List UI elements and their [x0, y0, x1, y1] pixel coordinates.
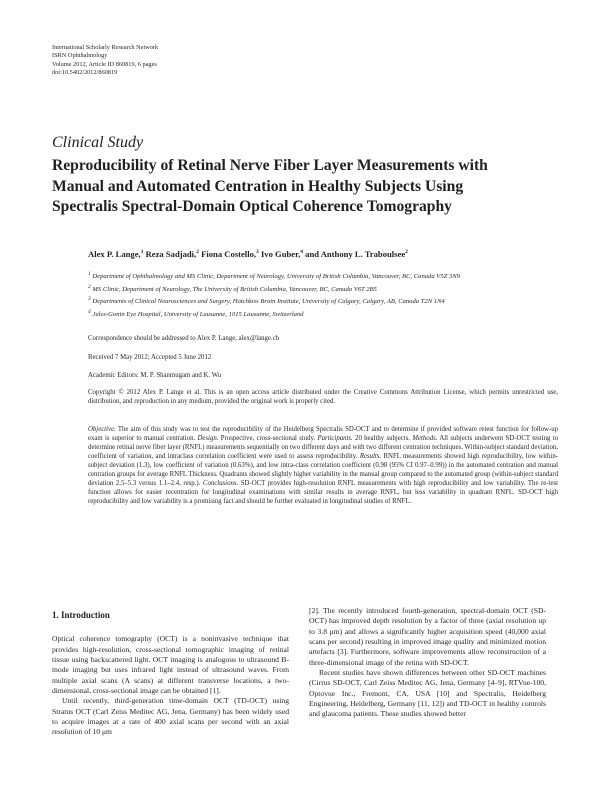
affiliation [88, 283, 558, 294]
author-list [88, 249, 408, 259]
affiliation-number: 2 [88, 283, 91, 290]
abstract-label-design: Design. [197, 435, 219, 443]
author-name: Ivo Guber, [260, 249, 301, 259]
abstract [88, 425, 558, 506]
affiliation-text: Departments of Clinical Neurosciences and Surgery, Hotchkiss Brain Institute, University of Calgary, Calgary, AB, Canada T2N 1N4 [92, 298, 445, 306]
affiliation-text: MS Clinic, Department of Neurology, The University of British Columbia, Vancouver, BC, Canada V6T 2B5 [92, 285, 377, 293]
copyright-notice: Copyright © 2012 Alex P. Lange et al. This is an open access article distributed under the Creative Commons Attribution License, which permits unrestricted use, distribution, and reproduction in any medium, provided the original work is properly cited. [88, 389, 558, 405]
abstract-label-objective: Objective. [88, 426, 116, 433]
title-line: Reproducibility of Retinal Nerve Fiber Layer Measurements with [52, 157, 488, 174]
body-paragraph: Until recently, third-generation time-domain OCT (TD-OCT) using Stratus OCT (Carl Zeiss Meditec AG, Jena, Germany) has been widely used to acquire images at a rate of 400 axial scans per second with an axial resolution of 10 μm [52, 696, 289, 737]
journal-network: International Scholarly Research Network [52, 44, 159, 51]
affiliation-text: Department of Ophthalmology and MS Clinic, Department of Neurology, University of British Columbia, Vancouver, BC, Canada V5Z 3N9 [92, 273, 460, 281]
author-name: Fiona Costello, [201, 249, 257, 259]
abstract-objective: The aim of this study was to test the reproducibility of the Heidelberg Spectralis SD-OCT and to determine if provided software retest function for follow-up exam is superior to manual centration. [88, 426, 558, 443]
article-type: Clinical Study [52, 134, 144, 151]
abstract-conclusions: SD-OCT provides high-resolution RNFL measurements with high reproducibility and low variability. The re-test function allows for easier recentration for longitudinal examinations with similar results in average RNFL, but less variability in quadrant RNFL. SD-OCT high reproducibility and low variability is a promising fact and should be further evaluated in longitudinal studies of RNFL. [88, 480, 558, 506]
body-column-left [52, 610, 289, 738]
abstract-methods: All subjects underwent SD-OCT testing to determine retinal nerve fiber layer (RNFL) measurements sequentially on two different days and with two different centration techniques. Within-subject standard deviation, coefficient of variation, and intraclass correlation coefficient were used to assess reproducibility. [88, 435, 558, 461]
body-paragraph: Optical coherence tomography (OCT) is a noninvasive technique that provides high-resolution, cross-sectional tomographic imaging of retinal tissue using backscattered light. OCT imaging is analogous to ultrasound B-mode imaging but uses infrared light instead of ultrasound waves. From multiple axial scans (A scans) at different transverse locations, a two-dimensional, cross-sectional image can be obtained [1]. [52, 634, 289, 696]
journal-header [52, 44, 158, 77]
body-column-right [309, 606, 546, 720]
correspondence-note: Correspondence should be addressed to Alex P. Lange, alex@lange.ch [88, 335, 280, 342]
abstract-results: RNFL measurements showed high reproducibility, low within-subject deviation (1.3), low coefficient of variation (0.63%), and low intra-class correlation coefficient (0.98 (95% CI 0.97–0.99)) in the automated centration and manual centration groups for average RNFL Thickness. Quadrants showed slightly higher variability in the manual group compared to the automated group (within-subject standard deviation 2.5–5.3 versus 1.1–2.4, resp.). [88, 453, 558, 488]
abstract-label-results: Results. [359, 453, 382, 461]
academic-editors: Academic Editors: M. P. Shanmugam and K. Wu [88, 372, 222, 379]
body-paragraph: [2]. The recently introduced fourth-generation, spectral-domain OCT (SD-OCT) has improved depth resolution by a factor of three (axial resolution up to 3.8 μm) and allows a significantly higher acquisition speed (40,000 axial scans per second) resulting in improved image quality and minimized motion artefacts [3]. Furthermore, software improvements allow reconstruction of a three-dimensional image of the retina with SD-OCT. [309, 606, 546, 667]
abstract-design: Prospective, cross-sectional study. [218, 435, 318, 443]
affiliation-text: Jules-Gonin Eye Hospital, University of Lausanne, 1015 Lausanne, Switzerland [92, 311, 304, 319]
author-name: Reza Sadjadi, [145, 249, 197, 259]
article-title [52, 156, 557, 218]
affiliation [88, 270, 558, 281]
author-affiliation-mark: 2 [405, 249, 408, 256]
affiliation-number: 3 [88, 296, 91, 303]
title-line: Manual and Automated Centration in Healthy Subjects Using [52, 177, 464, 195]
affiliation-number: 4 [88, 309, 91, 316]
author-affiliation-mark: 1 [140, 249, 144, 256]
affiliation [88, 295, 558, 306]
author-name: and Anthony L. Traboulsee [305, 249, 406, 259]
abstract-label-participants: Participants. [317, 435, 353, 443]
received-dates: Received 7 May 2012; Accepted 5 June 2012 [88, 354, 212, 361]
affiliation [88, 308, 558, 319]
affiliation-number: 1 [88, 271, 91, 277]
title-line: Spectralis Spectral-Domain Optical Coherence Tomography [52, 198, 452, 215]
author-affiliation-mark: 4 [300, 249, 304, 256]
affiliation-list [88, 270, 558, 321]
journal-doi: doi:10.5402/2012/860819 [52, 68, 118, 76]
abstract-participants: 20 healthy subjects. [352, 435, 413, 443]
author-name: Alex P. Lange, [88, 249, 141, 259]
abstract-label-conclusions: Conclusions. [202, 480, 239, 488]
abstract-label-methods: Methods. [412, 435, 438, 443]
author-affiliation-mark: 3 [256, 249, 259, 256]
author-affiliation-mark: 2 [196, 249, 199, 256]
section-heading: 1. Introduction [52, 610, 110, 620]
body-paragraph: Recent studies have shown differences between other SD-OCT machines (Cirrus SD-OCT, Carl Zeiss Meditec AG, Jena, Germany [4–9], RTVue-100, Optovue Inc., Fremont, CA, USA [10] and Spectralis, Heidelberg Engineering, Heidelberg, Germany [11, 12]) and TD-OCT in healthy controls and glaucoma patients. These studies showed better [309, 668, 546, 719]
journal-volume: Volume 2012, Article ID 860819, 6 pages [52, 60, 157, 68]
journal-name: ISRN Ophthalmology [52, 52, 108, 60]
